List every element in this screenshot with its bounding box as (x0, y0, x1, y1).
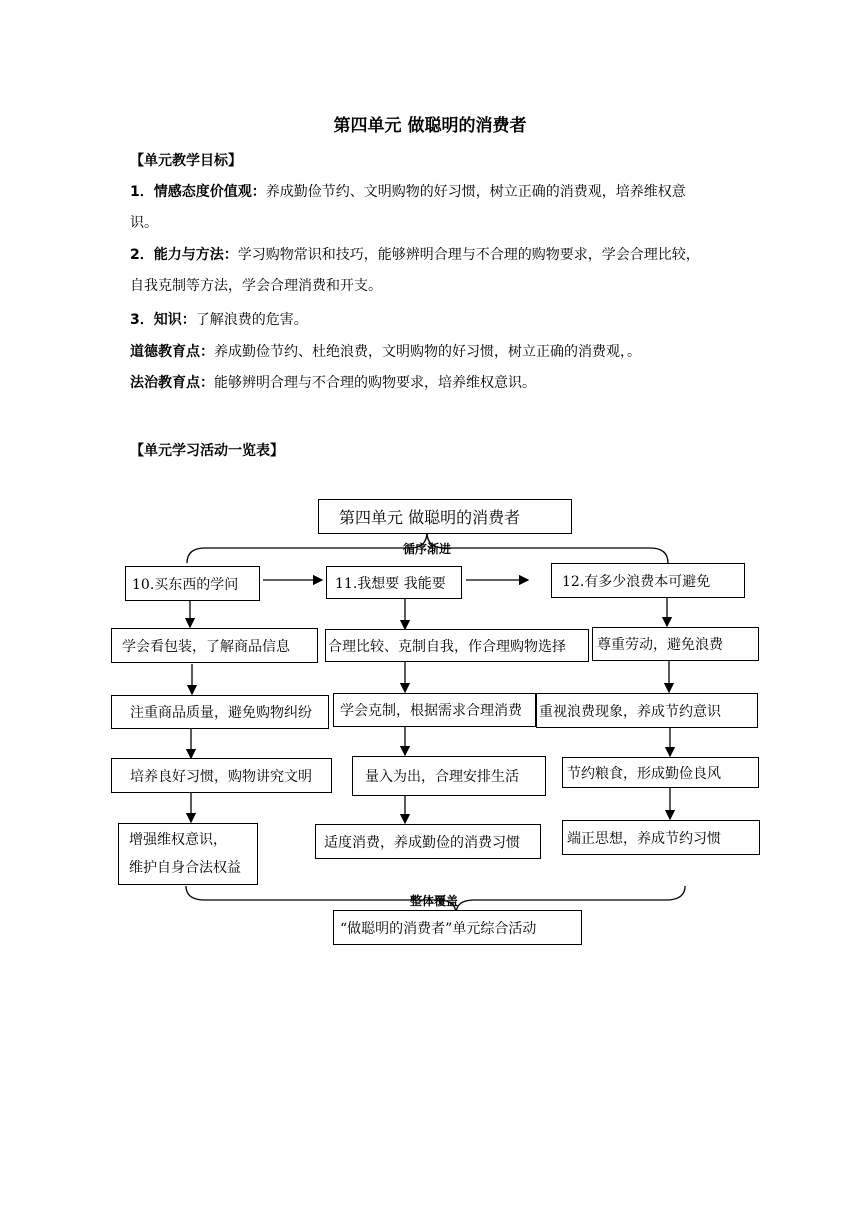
goal-text: 自我克制等方法，学会合理消费和开支。 (130, 278, 382, 294)
lesson-box: 12.有多少浪费本可避免 (551, 563, 745, 598)
diagram-top-box: 第四单元 做聪明的消费者 (318, 499, 572, 534)
page-title: 第四单元 做聪明的消费者 (333, 116, 527, 136)
col2-box: 适度消费，养成勤俭的消费习惯 (315, 824, 541, 859)
goal-label: 1．情感态度价值观： (130, 184, 266, 200)
goal-text: 养成勤俭节约、文明购物的好习惯，树立正确的消费观，培养维权意 (265, 184, 686, 200)
goal-text: 能够辨明合理与不合理的购物要求，培养维权意识。 (214, 375, 536, 391)
goals-heading: 【单元教学目标】 (130, 153, 242, 169)
col2-box: 学会克制，根据需求合理消费 (333, 693, 536, 727)
goal-label: 法治教育点： (130, 375, 214, 391)
summary-box: “做聪明的消费者”单元综合活动 (333, 910, 582, 945)
col1-box: 学会看包装，了解商品信息 (111, 628, 318, 663)
col3-box: 节约粮食，形成勤俭良风 (562, 757, 759, 788)
col3-box: 重视浪费现象，养成节约意识 (536, 693, 758, 728)
goal-label: 道德教育点： (130, 344, 214, 360)
col2-box: 合理比较、克制自我，作合理购物选择 (325, 629, 589, 662)
goal-text: 识。 (130, 215, 158, 231)
col3-box: 端正思想，养成节约习惯 (562, 820, 760, 855)
goal-text: 养成勤俭节约、杜绝浪费，文明购物的好习惯，树立正确的消费观，。 (214, 344, 641, 360)
col1-line: 维护自身合法权益 (129, 860, 241, 876)
col1-box: 注重商品质量，避免购物纠纷 (111, 695, 329, 729)
col1-box-multiline (118, 823, 258, 885)
goal-label: 2．能力与方法： (130, 247, 238, 263)
activities-heading: 【单元学习活动一览表】 (130, 443, 284, 459)
col1-line: 增强维权意识， (129, 832, 227, 848)
col2-box: 量入为出，合理安排生活 (352, 756, 546, 796)
brace-top-label: 循序渐进 (403, 542, 452, 556)
col1-box: 培养良好习惯，购物讲究文明 (111, 758, 332, 793)
lesson-box: 11.我想要 我能要 (326, 566, 462, 599)
col3-box: 尊重劳动，避免浪费 (592, 627, 759, 661)
goal-label: 3．知识： (130, 312, 196, 328)
brace-bottom-label: 整体覆盖 (410, 894, 459, 908)
goal-text: 了解浪费的危害。 (195, 312, 308, 328)
goal-text: 学习购物常识和技巧，能够辨明合理与不合理的购物要求，学会合理比较， (237, 247, 700, 263)
lesson-box: 10.买东西的学问 (125, 566, 260, 601)
